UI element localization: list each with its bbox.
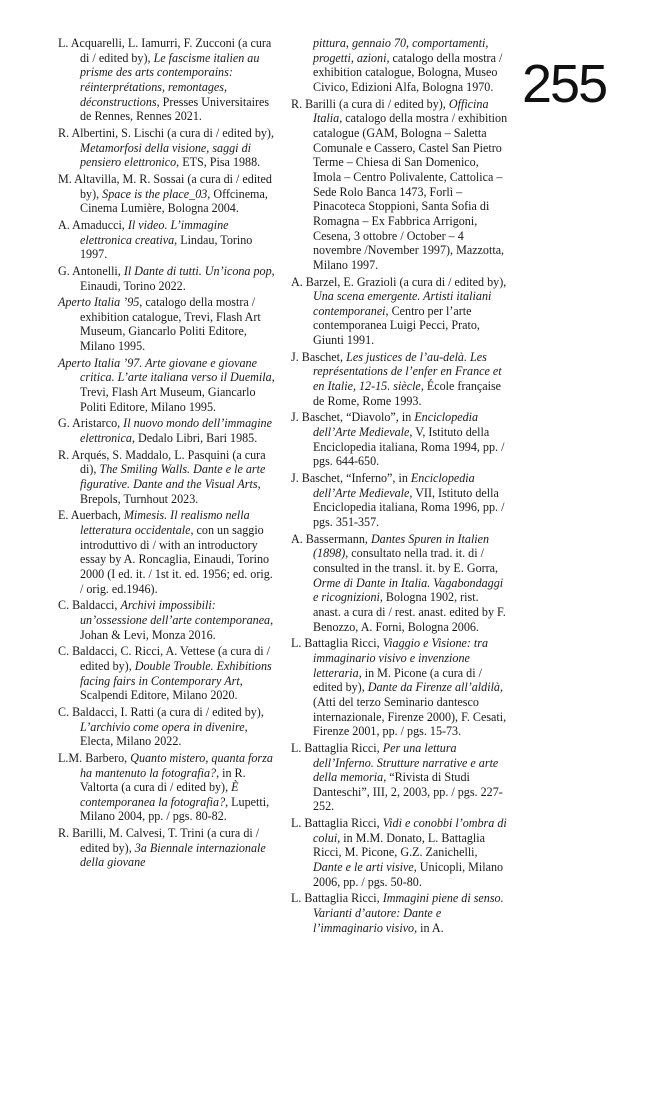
entry-text: R. Arqués, S. Maddalo, L. Pasquini (a cura di),	[58, 447, 266, 477]
entry-text: , consultato nella trad. it. di / consulted in the transl. it. by E. Gorra,	[313, 546, 499, 575]
entry-text: J. Baschet, “Inferno”, in	[291, 471, 411, 486]
entry-text: , in M. Picone (a cura di / edited by),	[313, 665, 482, 695]
entry-title: Il nuovo mondo dell’immagine elettronica	[80, 416, 272, 446]
entry-text: , Johan & Levi, Monza 2016.	[80, 612, 274, 642]
entry-title: Aperto Italia ’95	[58, 295, 140, 310]
entry-text: , Lindau, Torino 1997.	[80, 232, 253, 262]
entry-text: , catalogo della mostra / exhibition catalogue, Trevi, Flash Art Museum, Giancarlo Politi Editore, Milano 1995.	[80, 295, 261, 354]
entry-text: L. Battaglia Ricci,	[291, 891, 383, 906]
bibliography-entry	[291, 97, 509, 273]
bibliography-entry	[291, 410, 509, 469]
entry-text: E. Auerbach,	[58, 508, 124, 523]
entry-title: Orme di Dante in Italia. Vagabondaggi e ricognizioni	[313, 575, 504, 605]
bibliography-entry	[58, 448, 276, 507]
entry-title: Dante e le arti visive	[313, 860, 414, 875]
entry-title: The Smiling Walls. Dante e le arte figurative. Dante and the Visual Arts	[80, 462, 266, 492]
entry-text: L.M. Barbero,	[58, 750, 131, 765]
entry-text: , VII, Istituto della Enciclopedia italiana, Roma 1996, pp. / pgs. 351-357.	[313, 485, 505, 529]
entry-text: , con un saggio introduttivo di / with an introductory essay by A. Roncaglia, Einaudi, Torino 2000 (I ed. it. / 1st it. ed. 1956; ed. orig. / orig. ed.1946).	[80, 523, 273, 596]
entry-text: L. Acquarelli, L. Iamurri, F. Zucconi (a cura di / edited by),	[58, 36, 272, 65]
bibliography-left-column	[58, 36, 276, 872]
entry-text: , “Rivista di Studi Danteschi”, III, 2, 2003, pp. / pgs. 227-252.	[313, 770, 503, 814]
entry-title: Les justices de l’au-delà. Les représentations de l’enfer en France et en Italie, 12-15. siècle	[313, 349, 502, 394]
bibliography-entry	[58, 218, 276, 262]
entry-title: Mimesis. Il realismo nella letteratura occidentale	[80, 508, 250, 537]
entry-text: C. Baldacci, I. Ratti (a cura di / edited by),	[58, 704, 264, 719]
bibliography-entry	[58, 264, 276, 293]
entry-title: 3a Biennale internazionale della giovane	[80, 840, 266, 870]
bibliography-entry	[58, 751, 276, 824]
entry-title: Enciclopedia dell’Arte Medievale	[313, 471, 475, 500]
entry-title: Enciclopedia dell’Arte Medievale	[313, 410, 479, 440]
bibliography-entry-continuation	[291, 36, 509, 95]
entry-text: , Einaudi, Torino 2022.	[80, 263, 275, 293]
entry-text: J. Baschet,	[291, 349, 347, 364]
entry-text: , in R. Valtorta (a cura di / edited by),	[80, 765, 246, 795]
entry-title: Quanto mistero, quanta forza ha mantenuto la fotografia?	[80, 750, 273, 780]
entry-text: , in M.M. Donato, L. Battaglia Ricci, M. Picone, G.Z. Zanichelli,	[313, 830, 485, 860]
entry-title: Vidi e conobbi l’ombra di colui	[313, 816, 507, 845]
bibliography-right-column	[291, 36, 509, 937]
entry-text: G. Antonelli,	[58, 263, 124, 278]
entry-text: , in A.	[414, 920, 444, 935]
bibliography-entry	[58, 416, 276, 445]
entry-text: R. Barilli, M. Calvesi, T. Trini (a cura di / edited by),	[58, 826, 260, 855]
bibliography-entry	[58, 36, 276, 124]
entry-text: L. Battaglia Ricci,	[291, 740, 383, 755]
page-number: 255	[522, 54, 607, 114]
entry-title: Il video. L’immagine elettronica creativa	[80, 217, 229, 247]
entry-title: Officina Italia	[313, 96, 489, 126]
bibliography-entry	[58, 356, 276, 415]
entry-title: Space is the place_03	[102, 186, 208, 201]
entry-text: , Electa, Milano 2022.	[80, 719, 248, 749]
entry-text: , Offcinema, Cinema Lumière, Bologna 2004.	[80, 186, 268, 216]
entry-title: Aperto Italia ’97. Arte giovane e giovane critica. L’arte italiana verso il Duemila	[58, 355, 272, 385]
entry-text: R. Albertini, S. Lischi (a cura di / edited by),	[58, 125, 274, 140]
bibliography-entry	[58, 126, 276, 170]
entry-title: Archivi impossibili: un’ossessione dell’arte contemporanea	[80, 598, 271, 627]
entry-title: Viaggio e Visione: tra immaginario visivo e invenzione letteraria	[313, 636, 489, 680]
entry-text: L. Battaglia Ricci,	[291, 816, 383, 831]
entry-title: Metamorfosi della visione, saggi di pensiero elettronico	[80, 140, 251, 170]
bibliography-entry	[291, 471, 509, 530]
entry-title: Per una lettura dell’Inferno. Strutture narrative e arte della memoria	[313, 740, 499, 785]
bibliography-entry	[58, 508, 276, 596]
entry-title: Dantes Spuren in Italien (1898)	[313, 531, 490, 561]
entry-text: C. Baldacci, C. Ricci, A. Vettese (a cura di / edited by),	[58, 644, 271, 673]
bibliography-entry	[291, 275, 509, 348]
entry-text: A. Amaducci,	[58, 217, 128, 232]
entry-text: M. Altavilla, M. R. Sossai (a cura di / edited by),	[58, 171, 272, 201]
entry-title: Il Dante di tutti. Un’icona pop	[123, 263, 272, 278]
entry-text: R. Barilli (a cura di / edited by),	[291, 96, 449, 111]
entry-text: , Scalpendi Editore, Milano 2020.	[80, 673, 243, 703]
bibliography-entry	[291, 741, 509, 814]
entry-title: Una scena emergente. Artisti italiani contemporanei	[313, 289, 492, 318]
bibliography-entry	[291, 891, 509, 935]
bibliography-entry	[291, 816, 509, 889]
entry-text: , Presses Universitaires de Rennes, Rennes 2021.	[80, 94, 270, 124]
entry-title: Dante da Firenze all’aldilà	[367, 680, 500, 695]
entry-text: , Lupetti, Milano 2004, pp. / pgs. 80-82.	[80, 794, 270, 824]
bibliography-entry	[291, 636, 509, 739]
entry-text: , V, Istituto della Enciclopedia italiana, Roma 1994, pp. / pgs. 644-650.	[313, 425, 505, 469]
entry-text: , École française de Rome, Rome 1993.	[313, 379, 502, 408]
bibliography-entry	[291, 532, 509, 635]
bibliography-entry	[58, 598, 276, 642]
entry-text: L. Battaglia Ricci,	[291, 636, 383, 651]
entry-title: Immagini piene di senso. Varianti d’autore: Dante e l’immaginario visivo	[313, 891, 504, 935]
entry-text: J. Baschet, “Diavolo”, in	[291, 410, 415, 425]
entry-text: , ETS, Pisa 1988.	[176, 155, 261, 170]
entry-title: È contemporanea la fotografia?	[80, 780, 239, 809]
entry-text: , catalogo della mostra / exhibition catalogue, Bologna, Museo Civico, Edizioni Alfa, Bologna 1970.	[313, 50, 503, 94]
bibliography-entry	[58, 826, 276, 870]
entry-text: , Trevi, Flash Art Museum, Giancarlo Politi Editore, Milano 1995.	[80, 370, 275, 414]
entry-text: , Brepols, Turnhout 2023.	[80, 477, 261, 506]
entry-text: , Dedalo Libri, Bari 1985.	[131, 431, 258, 446]
entry-text: G. Aristarco,	[58, 416, 124, 431]
entry-text: C. Baldacci,	[58, 598, 121, 613]
bibliography-entry	[291, 350, 509, 409]
entry-title: pittura, gennaio 70, comportamenti, progetti, azioni	[313, 36, 489, 65]
bibliography-entry	[58, 172, 276, 216]
entry-text: A. Barzel, E. Grazioli (a cura di / edited by),	[291, 274, 507, 289]
entry-title: Le fascisme italien au prisme des arts contemporains: réinterprétations, remontages, déconstructions	[80, 50, 260, 109]
entry-text: , Unicopli, Milano 2006, pp. / pgs. 50-80.	[313, 860, 504, 889]
entry-text: A. Bassermann,	[291, 531, 371, 546]
entry-title: Double Trouble. Exhibitions facing fairs in Contemporary Art	[80, 658, 272, 688]
entry-text: , Bologna 1902, rist. anast. a cura di / rest. anast. edited by F. Benozzo, A. Forni, Bologna 2006.	[313, 590, 506, 634]
bibliography-entry	[58, 644, 276, 703]
entry-text: , (Atti del terzo Seminario dantesco internazionale, Firenze 2000), F. Cesati, Firenze 2001, pp. / pgs. 15-73.	[313, 680, 507, 739]
entry-text: , Centro per l’arte contemporanea Luigi Pecci, Prato, Giunti 1991.	[313, 303, 480, 348]
bibliography-entry	[58, 295, 276, 354]
entry-text: , catalogo della mostra / exhibition catalogue (GAM, Bologna – Saletta Comunale e Cassero, Castel San Pietro Terme – Chiesa di San Domenico, Imola – Centro Polivalente, Cattolica – Sede Rolo Banca 1473, Forlì – Pinacoteca Stoppioni, Santa Sofia di Romagna – Ex Fabbrica Arrigoni, Cesena, 3 ottobre / October – 4 novembre /November 1997), Mazzotta, Milano 1997.	[313, 111, 508, 272]
bibliography-entry	[58, 705, 276, 749]
entry-title: L’archivio come opera in divenire	[80, 719, 245, 734]
